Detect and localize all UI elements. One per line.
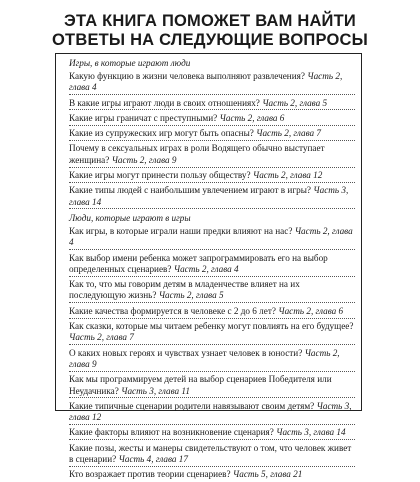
chapter-reference: Часть 2, глава 4 xyxy=(69,71,343,93)
question-text: Какие позы, жесты и манеры свидетельствуют о том, что человек живет в сценарии? xyxy=(69,442,352,465)
question-text: Какие из супружеских игр могут быть опасны? xyxy=(69,128,257,139)
question-text: Как выбор имени ребенка может запрограммировать его на выбор определенных сценариев? xyxy=(69,252,328,274)
chapter-reference: Часть 2, глава 9 xyxy=(111,154,177,165)
chapter-reference: Часть 2, глава 9 xyxy=(69,347,340,369)
question-item xyxy=(69,170,355,183)
chapter-reference: Часть 2, глава 7 xyxy=(256,128,322,139)
question-text: Какие качества формируется в человеке с 2 до 6 лет? xyxy=(69,305,279,316)
question-item xyxy=(69,348,355,372)
question-item xyxy=(69,128,355,141)
page-title xyxy=(0,0,420,50)
question-item xyxy=(69,226,355,250)
chapter-reference: Часть 5, глава 21 xyxy=(232,469,303,480)
chapter-reference: Часть 2, глава 12 xyxy=(252,170,323,181)
question-text: О каких новых героях и чувствах узнает человек в юности? xyxy=(69,347,305,358)
chapter-reference: Часть 3, глава 12 xyxy=(69,400,352,423)
question-item xyxy=(69,306,355,319)
chapter-reference: Часть 2, глава 7 xyxy=(69,332,134,343)
question-text: Как игры, в которые играли наши предки влияют на нас? xyxy=(69,225,295,236)
question-item xyxy=(69,427,355,440)
question-item xyxy=(69,71,355,95)
chapter-reference: Часть 2, глава 5 xyxy=(158,290,224,301)
question-text: Как то, что мы говорим детям в младенчестве влияет на их последующую жизнь? xyxy=(69,279,300,301)
question-item xyxy=(69,469,355,482)
section-title: Люди, которые играют в игры xyxy=(69,212,191,223)
chapter-reference: Часть 2, глава 6 xyxy=(278,305,344,316)
question-text: Какие игры граничат с преступными? xyxy=(69,112,220,123)
question-text: Какую функцию в жизни человека выполняют развлечения? xyxy=(69,71,308,81)
chapter-reference: Часть 2, глава 6 xyxy=(219,112,285,123)
chapter-reference: Часть 4, глава 17 xyxy=(118,454,188,465)
chapter-reference: Часть 2, глава 5 xyxy=(262,97,328,108)
question-text: Какие игры могут принести пользу обществу? xyxy=(69,170,253,181)
question-item xyxy=(69,279,355,303)
question-text: Какие факторы влияют на возникновение сценария? xyxy=(69,427,277,438)
question-item xyxy=(69,253,355,277)
chapter-reference: Часть 3, глава 14 xyxy=(69,185,349,207)
question-text: Как сказки, которые мы читаем ребенку могут повлиять на его будущее? xyxy=(69,321,354,332)
chapter-reference: Часть 3, глава 14 xyxy=(276,427,346,438)
section-title: Игры, в которые играют люди xyxy=(69,58,191,68)
question-text: Какие типы людей с наибольшим увлечением играют в игры? xyxy=(69,185,314,196)
question-item xyxy=(69,443,355,467)
question-text: Почему в сексуальных играх в роли Водящего обычно выступает женщина? xyxy=(69,143,325,165)
chapter-reference: Часть 2, глава 4 xyxy=(69,225,353,248)
question-item xyxy=(69,185,355,209)
chapter-reference: Часть 2, глава 4 xyxy=(173,263,239,274)
question-item xyxy=(69,113,355,126)
title-line-1: ЭТА КНИГА ПОМОЖЕТ ВАМ НАЙТИ xyxy=(64,12,356,30)
question-item xyxy=(69,143,355,167)
question-text: Какие типичные сценарии родители навязывают своим детям? xyxy=(69,400,317,411)
question-item xyxy=(69,374,355,398)
question-item xyxy=(69,98,355,111)
question-item xyxy=(69,321,355,345)
title-line-2: ОТВЕТЫ НА СЛЕДУЮЩИЕ ВОПРОСЫ xyxy=(52,31,368,49)
question-text: В какие игры играют люди в своих отношениях? xyxy=(69,97,263,108)
chapter-reference: Часть 3, глава 11 xyxy=(121,385,190,396)
question-text: Кто возражает против теории сценариев? xyxy=(69,469,233,480)
question-text: Как мы программируем детей на выбор сценариев Победителя или Неудачника? xyxy=(69,374,332,396)
question-item xyxy=(69,401,355,425)
questions-box xyxy=(55,53,362,480)
